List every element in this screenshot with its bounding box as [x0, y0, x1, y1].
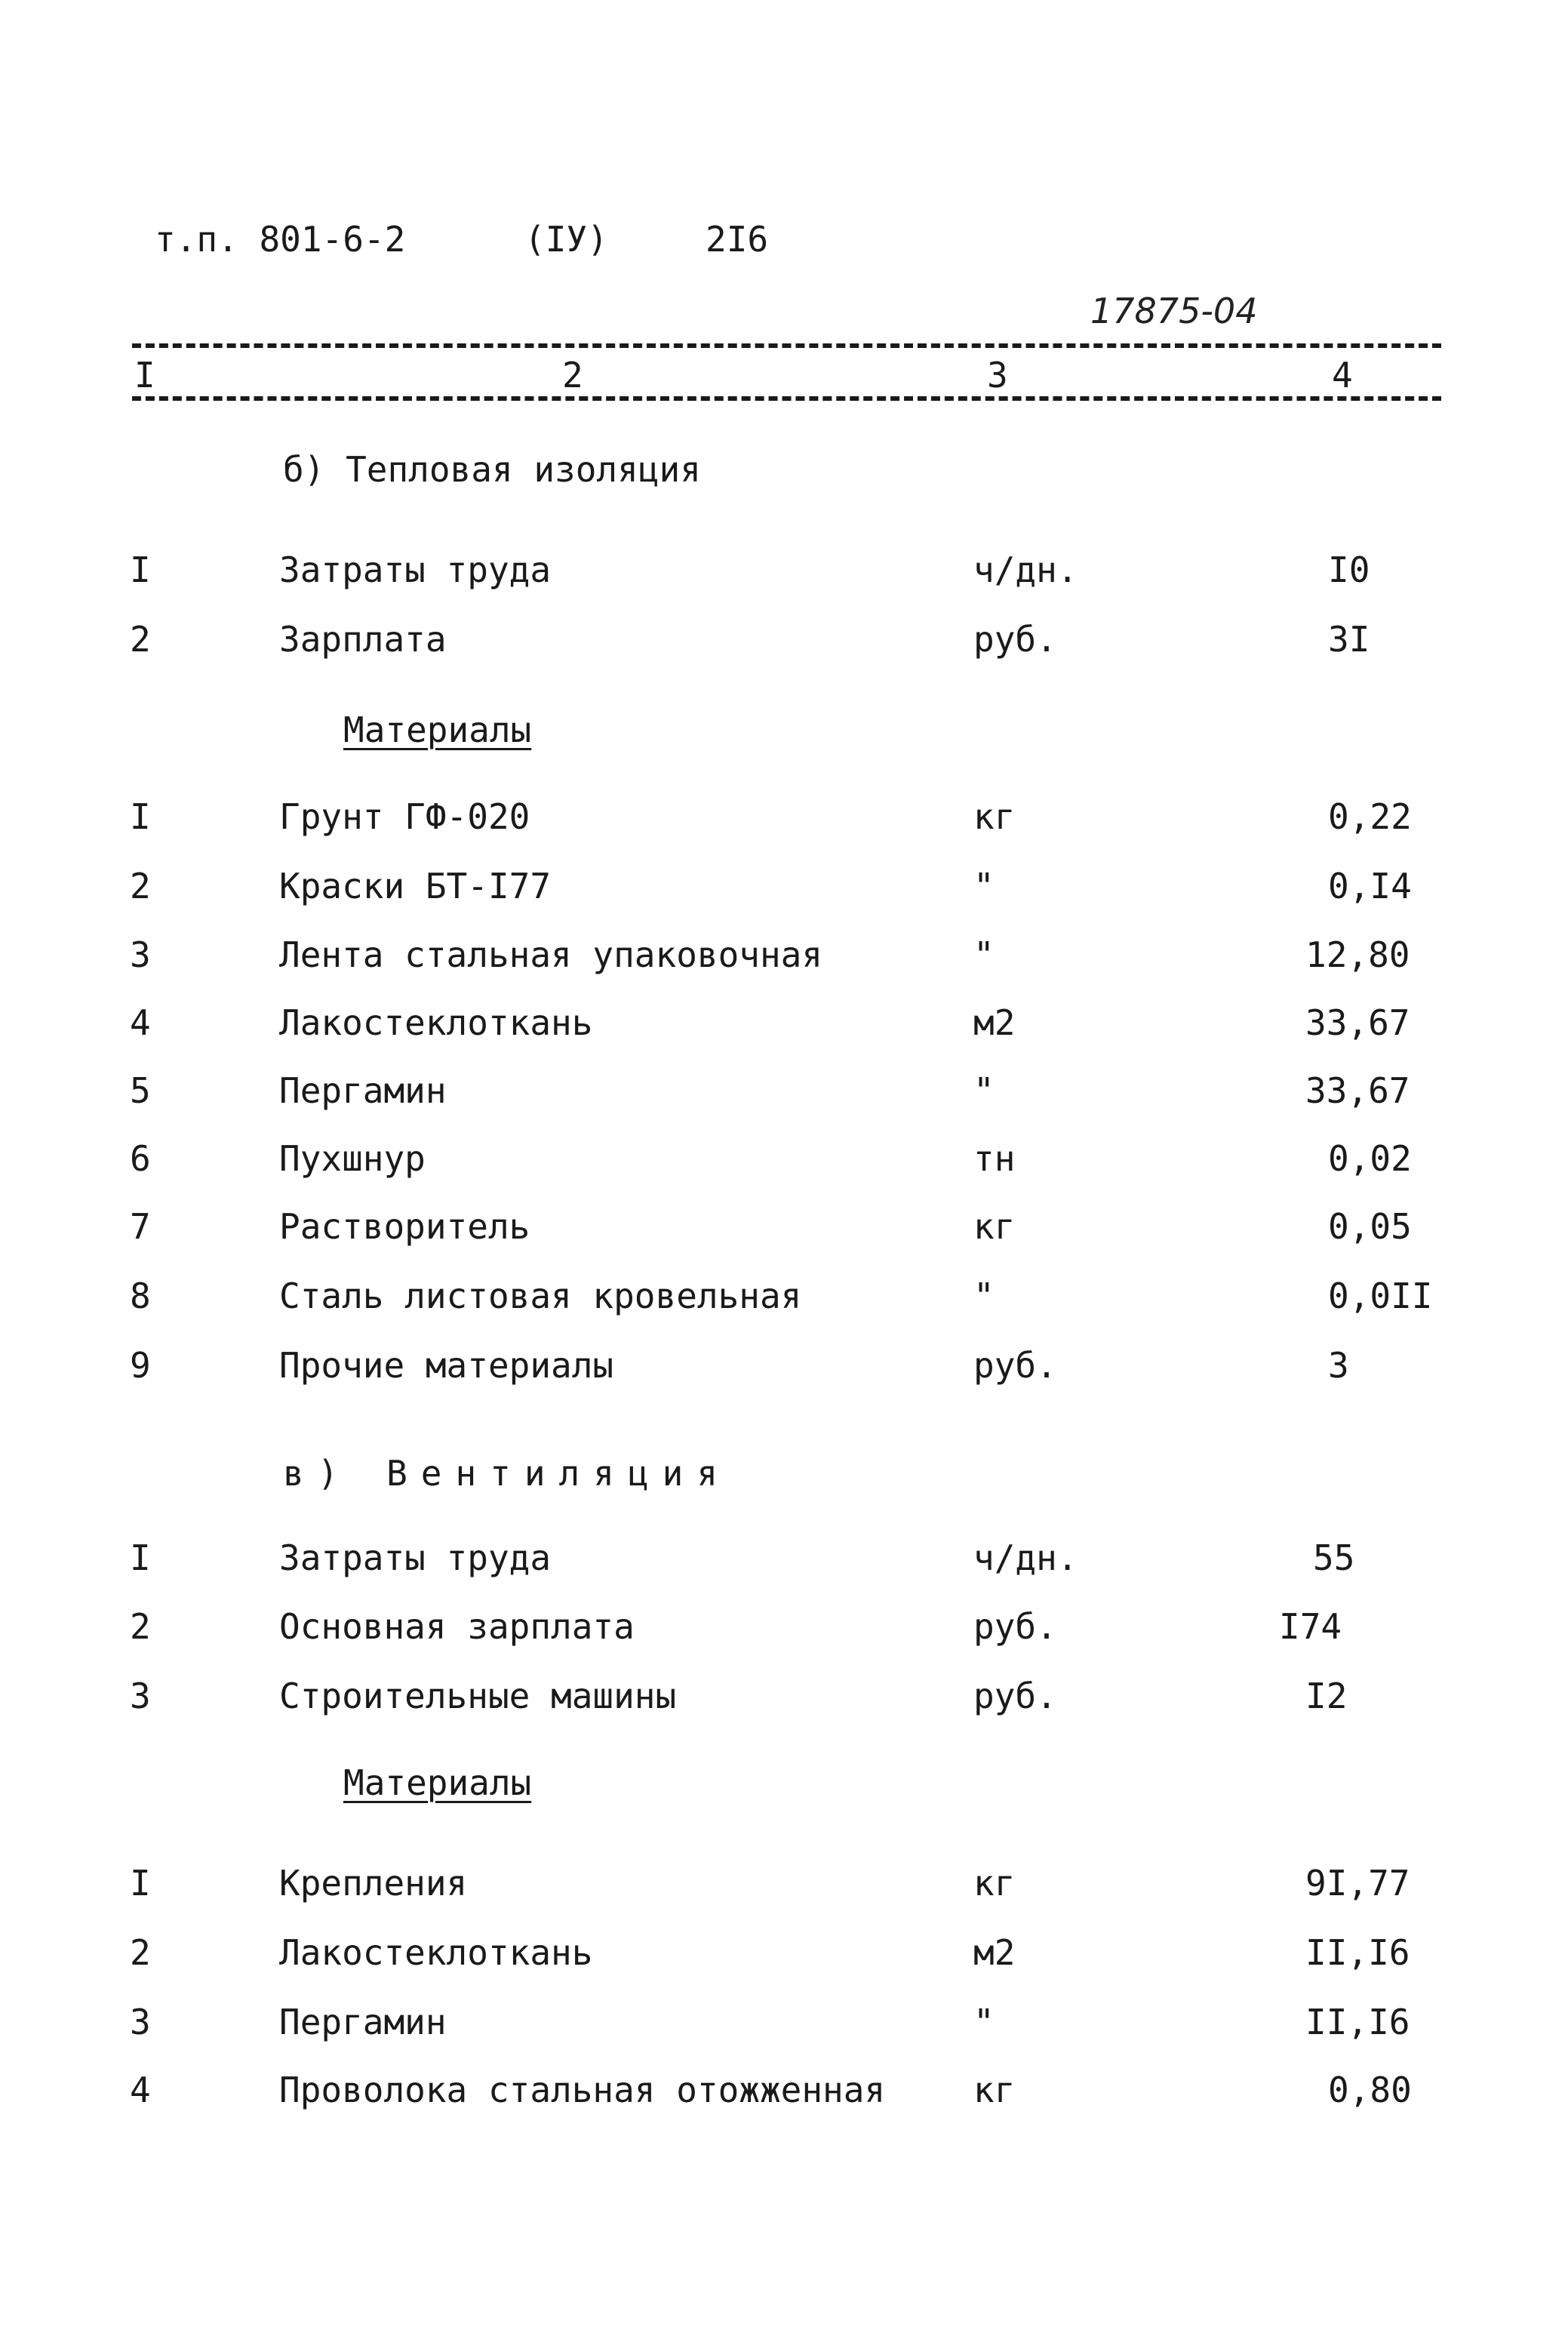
row-unit: м2 — [973, 1002, 1016, 1043]
row-name: Крепления — [279, 1863, 468, 1904]
row-name: Затраты труда — [279, 549, 552, 590]
row-unit: руб. — [973, 619, 1057, 660]
table-row — [0, 1676, 1568, 1721]
handwritten-number: 17875-04 — [1090, 291, 1258, 331]
materials-title: Материалы — [343, 709, 532, 750]
row-unit: кг — [973, 1206, 1016, 1247]
table-row — [0, 549, 1568, 595]
table-row — [0, 619, 1568, 664]
row-value: 0,05 — [1328, 1206, 1412, 1247]
row-number: 2 — [130, 1606, 151, 1647]
row-number: I — [130, 796, 151, 837]
row-name: Краски БТ-I77 — [279, 866, 552, 906]
row-number: I — [130, 549, 151, 590]
row-value: I74 — [1279, 1606, 1342, 1647]
row-number: 3 — [130, 1676, 151, 1716]
row-name: Пухшнур — [279, 1138, 426, 1179]
row-value: 3I — [1328, 619, 1370, 660]
row-unit: " — [973, 934, 995, 975]
table-row — [0, 796, 1568, 842]
column-number-3: 3 — [987, 355, 1008, 395]
row-value: I0 — [1328, 549, 1370, 590]
table-row — [0, 866, 1568, 911]
row-name: Строительные машины — [279, 1676, 677, 1716]
row-unit: руб. — [973, 1345, 1057, 1386]
row-name: Грунт ГФ-020 — [279, 796, 530, 837]
materials-title: Материалы — [343, 1762, 532, 1803]
row-name: Проволока стальная отожженная — [279, 2070, 886, 2110]
row-value: II,I6 — [1305, 2002, 1410, 2042]
row-unit: " — [973, 866, 995, 906]
row-number: 8 — [130, 1276, 151, 1316]
row-value: 9I,77 — [1305, 1863, 1410, 1904]
row-number: 3 — [130, 934, 151, 975]
row-number: 2 — [130, 1932, 151, 1973]
row-unit: м2 — [973, 1932, 1016, 1973]
row-unit: руб. — [973, 1676, 1057, 1716]
table-row — [0, 1138, 1568, 1183]
table-row — [0, 1863, 1568, 1908]
row-number: 5 — [130, 1070, 151, 1111]
row-number: 2 — [130, 619, 151, 660]
row-unit: " — [973, 1070, 995, 1111]
row-value: 0,0II — [1328, 1276, 1433, 1316]
row-value: 0,22 — [1328, 796, 1412, 837]
document-code: т.п. 801-6-2 — [155, 219, 406, 260]
row-number: 9 — [130, 1345, 151, 1386]
row-value: 0,02 — [1328, 1138, 1412, 1179]
table-row — [0, 2002, 1568, 2047]
column-number-4: 4 — [1332, 355, 1353, 395]
row-value: 3 — [1328, 1345, 1349, 1386]
table-row — [0, 1070, 1568, 1116]
row-name: Основная зарплата — [279, 1606, 635, 1647]
table-row — [0, 1606, 1568, 1651]
row-number: 2 — [130, 866, 151, 906]
row-name: Зарплата — [279, 619, 447, 660]
row-name: Пергамин — [279, 1070, 447, 1111]
row-value: I2 — [1305, 1676, 1348, 1716]
row-value: 55 — [1313, 1537, 1355, 1578]
page-number: 2I6 — [706, 219, 769, 260]
table-row — [0, 1932, 1568, 1977]
row-value: II,I6 — [1305, 1932, 1410, 1973]
row-value: 33,67 — [1305, 1070, 1410, 1111]
header-bottom-dashed-line — [132, 396, 1441, 401]
row-value: 33,67 — [1305, 1002, 1410, 1043]
row-name: Лента стальная упаковочная — [279, 934, 823, 975]
table-row — [0, 934, 1568, 980]
row-name: Лакостеклоткань — [279, 1002, 593, 1043]
table-row — [0, 1537, 1568, 1583]
table-row — [0, 1276, 1568, 1321]
row-unit: ч/дн. — [973, 1537, 1078, 1578]
row-unit: кг — [973, 2070, 1016, 2110]
row-value: 0,I4 — [1328, 866, 1412, 906]
row-name: Пергамин — [279, 2002, 447, 2042]
row-unit: " — [973, 2002, 995, 2042]
row-name: Лакостеклоткань — [279, 1932, 593, 1973]
row-unit: тн — [973, 1138, 1016, 1179]
row-number: I — [130, 1537, 151, 1578]
header-top-dashed-line — [132, 343, 1441, 348]
table-row — [0, 1206, 1568, 1251]
row-unit: ч/дн. — [973, 549, 1078, 590]
row-name: Растворитель — [279, 1206, 530, 1247]
document-part: (IУ) — [524, 219, 608, 260]
row-name: Прочие материалы — [279, 1345, 614, 1386]
section-title-insulation: б) Тепловая изоляция — [283, 449, 701, 490]
row-name: Сталь листовая кровельная — [279, 1276, 802, 1316]
row-number: 4 — [130, 2070, 151, 2110]
table-row — [0, 1345, 1568, 1390]
row-value: 12,80 — [1305, 934, 1410, 975]
row-unit: кг — [973, 1863, 1016, 1904]
row-value: 0,80 — [1328, 2070, 1412, 2110]
section-title-ventilation: в) Вентиляция — [283, 1453, 732, 1494]
column-number-2: 2 — [562, 355, 583, 395]
column-number-1: I — [134, 355, 155, 395]
row-unit: " — [973, 1276, 995, 1316]
row-number: 6 — [130, 1138, 151, 1179]
row-number: I — [130, 1863, 151, 1904]
table-row — [0, 2070, 1568, 2115]
row-number: 7 — [130, 1206, 151, 1247]
row-number: 3 — [130, 2002, 151, 2042]
table-row — [0, 1002, 1568, 1048]
row-number: 4 — [130, 1002, 151, 1043]
row-unit: кг — [973, 796, 1016, 837]
row-unit: руб. — [973, 1606, 1057, 1647]
row-name: Затраты труда — [279, 1537, 552, 1578]
